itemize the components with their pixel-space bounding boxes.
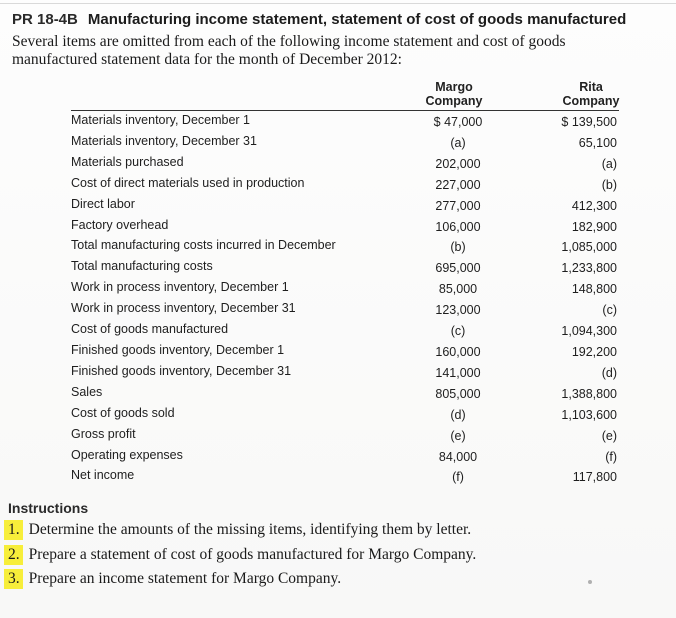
- table-row: [71, 197, 619, 217]
- row-label: Work in process inventory, December 31: [71, 301, 296, 315]
- rita-value: 412,300: [571, 199, 617, 213]
- table-row: [71, 155, 619, 175]
- table-row: [71, 301, 619, 321]
- row-label: Materials inventory, December 1: [71, 113, 251, 127]
- table-row: [71, 364, 619, 384]
- rita-value: (b): [601, 178, 617, 192]
- row-label: Cost of goods manufactured: [71, 322, 229, 336]
- margo-value: 160,000: [435, 345, 481, 359]
- row-label: Direct labor: [71, 197, 135, 211]
- margo-value: 805,000: [435, 387, 481, 401]
- row-label: Total manufacturing costs: [71, 259, 213, 273]
- row-label: Materials purchased: [71, 155, 184, 169]
- margo-value: 277,000: [435, 199, 481, 213]
- problem-intro: [12, 33, 662, 69]
- margo-header-line-2: Company: [425, 94, 483, 108]
- intro-line-1: Several items are omitted from each of the following income statement and cost of goods: [12, 33, 566, 50]
- rita-value: 1,233,800: [561, 261, 617, 275]
- margo-value: 695,000: [435, 261, 481, 275]
- rita-header-line-1: Rita: [579, 80, 603, 94]
- rita-value: 1,085,000: [561, 240, 617, 254]
- row-label: Finished goods inventory, December 31: [71, 364, 292, 378]
- rita-value: (f): [605, 450, 617, 464]
- rita-value: 148,800: [571, 282, 617, 296]
- instruction-number: 1.: [4, 520, 23, 540]
- margo-value: (c): [450, 324, 466, 338]
- row-label: Total manufacturing costs incurred in December: [71, 238, 336, 252]
- row-label: Gross profit: [71, 427, 136, 441]
- margo-value: (a): [450, 136, 466, 150]
- rita-header-line-2: Company: [562, 94, 620, 108]
- problem-code: PR 18-4B: [12, 11, 78, 28]
- margo-value: 106,000: [435, 220, 481, 234]
- row-label: Materials inventory, December 31: [71, 134, 257, 148]
- problem-title: Manufacturing income statement, statement of cost of goods manufactured: [87, 11, 627, 28]
- top-divider: [0, 3, 676, 4]
- rita-column-header: [552, 80, 630, 108]
- table-row: [71, 468, 619, 488]
- margo-column-header: [415, 80, 493, 108]
- instruction-item: [4, 520, 471, 540]
- table-row: [71, 322, 619, 342]
- table-header-rule: [71, 110, 619, 111]
- margo-header-line-1: Margo: [435, 80, 473, 94]
- row-label: Sales: [71, 385, 103, 399]
- margo-value: (e): [450, 429, 466, 443]
- instructions-title: Instructions: [8, 500, 89, 516]
- instruction-number: 2.: [4, 545, 23, 565]
- margo-value: (b): [450, 240, 466, 254]
- margo-value: 227,000: [435, 178, 481, 192]
- row-label: Work in process inventory, December 1: [71, 280, 289, 294]
- margo-value: 123,000: [435, 303, 481, 317]
- table-row: [71, 134, 619, 154]
- margo-value: 85,000: [438, 282, 478, 296]
- row-label: Net income: [71, 468, 135, 482]
- rita-value: 65,100: [578, 136, 617, 150]
- instruction-item: [4, 545, 476, 565]
- rita-value: 1,103,600: [561, 408, 617, 422]
- row-label: Operating expenses: [71, 448, 183, 462]
- rita-value: (a): [601, 157, 617, 171]
- instruction-text: Determine the amounts of the missing items, identifying them by letter.: [28, 521, 472, 538]
- rita-value: $ 139,500: [561, 115, 617, 129]
- table-row: [71, 218, 619, 238]
- margo-value: 141,000: [435, 366, 481, 380]
- row-label: Cost of goods sold: [71, 406, 175, 420]
- row-label: Finished goods inventory, December 1: [71, 343, 285, 357]
- table-row: [71, 280, 619, 300]
- table-row: [71, 448, 619, 468]
- margo-value: 84,000: [438, 450, 478, 464]
- row-label: Factory overhead: [71, 218, 169, 232]
- margo-value: (d): [450, 408, 466, 422]
- margo-value: 202,000: [435, 157, 481, 171]
- intro-line-2: manufactured statement data for the month of December 2012:: [12, 51, 402, 68]
- page-speck: [588, 580, 592, 584]
- table-row: [71, 259, 619, 279]
- rita-value: (c): [602, 303, 617, 317]
- instruction-item: [4, 569, 341, 589]
- rita-value: 182,900: [571, 220, 617, 234]
- rita-value: 1,094,300: [561, 324, 617, 338]
- table-row: [71, 343, 619, 363]
- rita-value: (e): [601, 429, 617, 443]
- rita-value: 117,800: [572, 470, 617, 484]
- table-row: [71, 238, 619, 258]
- table-row: [71, 406, 619, 426]
- row-label: Cost of direct materials used in production: [71, 176, 305, 190]
- rita-value: 1,388,800: [561, 387, 617, 401]
- instruction-text: Prepare an income statement for Margo Company.: [28, 570, 342, 587]
- rita-value: (d): [601, 366, 617, 380]
- instruction-number: 3.: [4, 569, 23, 589]
- table-row: [71, 385, 619, 405]
- rita-value: 192,200: [571, 345, 617, 359]
- table-row: [71, 113, 619, 133]
- margo-value: (f): [452, 470, 464, 484]
- problem-heading: [12, 11, 626, 28]
- table-row: [71, 427, 619, 447]
- margo-value: $ 47,000: [433, 115, 483, 129]
- table-row: [71, 176, 619, 196]
- instruction-text: Prepare a statement of cost of goods manufactured for Margo Company.: [28, 546, 477, 563]
